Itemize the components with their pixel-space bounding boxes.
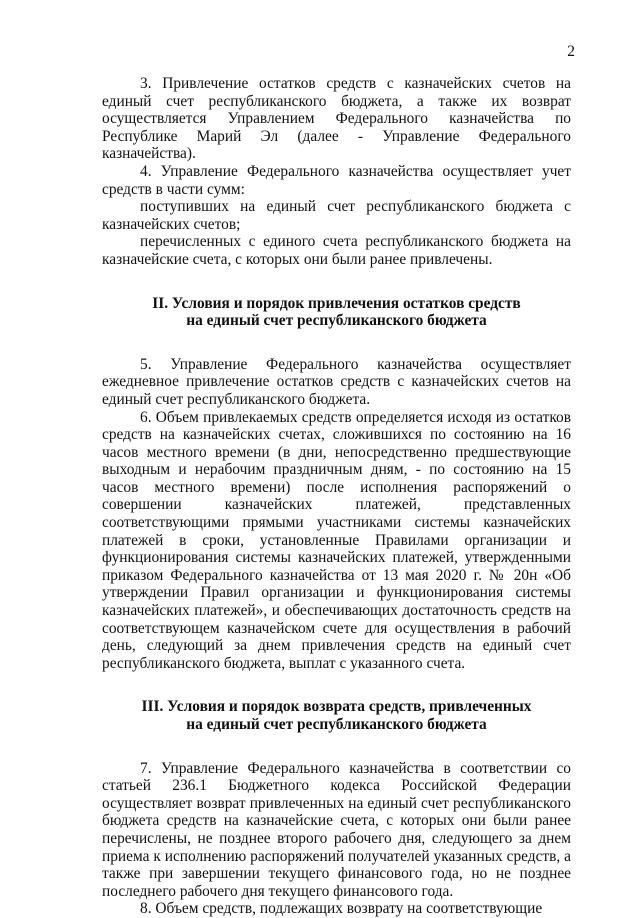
page-number: 2 (567, 43, 575, 60)
section-3-title-line-2: на единый счет республиканского бюджета (186, 716, 487, 733)
section-2-heading (102, 295, 571, 330)
paragraph-6: 6. Объем привлекаемых средств определяется исходя из остатков средств на казначейских счетах, сложившихся по состоянию на 16 часов местного времени (в дни, непосредственно предшествующие выходным и нерабочим праздничным дням, - по состоянию на 15 часов местного времени) после исполнения распоряжений о совершении казначейских платежей, представленных соответствующими прямыми участниками системы казначейских платежей в сроки, установленные Правилами организации и функционирования системы казначейских платежей, утвержденными приказом Федерального казначейства от 13 мая 2020 г. № 20н «Об утверждении Правил организации и функционирования системы казначейских платежей», и обеспечивающих достаточность средств на соответствующем казначейском счете для осуществления в рабочий день, следующий за днем привлечения средств на единый счет республиканского бюджета, выплат с указанного счета. (102, 408, 571, 672)
paragraph-5: 5. Управление Федерального казначейства осуществляет ежедневное привлечение остатков средств с казначейских счетов на единый счет республиканского бюджета. (102, 355, 571, 408)
section-2-title-line-2: на единый счет республиканского бюджета (186, 312, 487, 330)
paragraph-4: 4. Управление Федерального казначейства осуществляет учет средств в части сумм: (102, 162, 571, 198)
section-2-title-line-1: II. Условия и порядок привлечения остатков средств (152, 294, 521, 312)
paragraph-3: 3. Привлечение остатков средств с казначейских счетов на единый счет республиканского бюджета, а также их возврат осуществляется Управлением Федерального казначейства по Республике Марий Эл (далее - Управление Федерального казначейства). (102, 75, 571, 163)
paragraph-4-item-2: перечисленных с единого счета республиканского бюджета на казначейские счета, с которых они были ранее привлечены. (102, 233, 571, 268)
paragraph-7: 7. Управление Федерального казначейства в соответствии со статьей 236.1 Бюджетного кодекса Российской Федерации осуществляет возврат привлеченных на единый счет республиканского бюджета средств на казначейские счета, с которых они были ранее перечислены, не позднее второго рабочего дня, следующего за днем приема к исполнению распоряжений получателей указанных средств, а также при завершении текущего финансового года, но не позднее последнего рабочего дня текущего финансового года. (102, 759, 571, 900)
document-body (102, 75, 571, 918)
paragraph-4-item-1: поступивших на единый счет республиканского бюджета с казначейских счетов; (102, 198, 571, 233)
section-3-heading (102, 698, 571, 733)
section-3-title-line-1: III. Условия и порядок возврата средств, привлеченных (141, 698, 532, 716)
paragraph-8: 8. Объем средств, подлежащих возврату на соответствующие (140, 900, 543, 918)
